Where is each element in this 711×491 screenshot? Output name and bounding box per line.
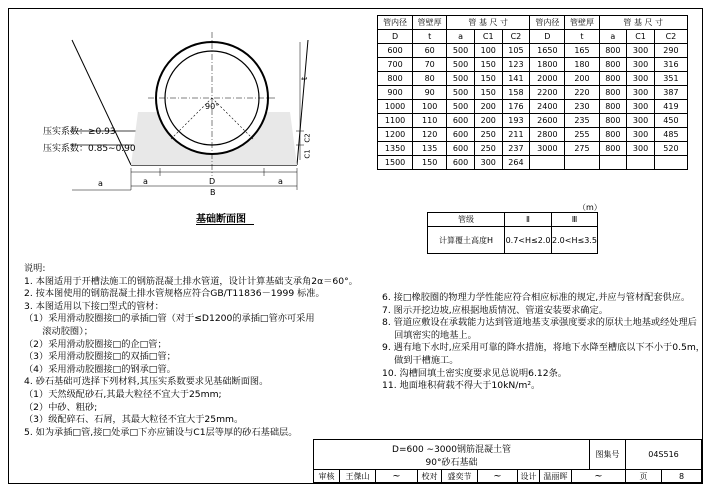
table-cell: 250 <box>474 128 502 142</box>
table-cell: 800 <box>599 114 627 128</box>
table-cell: 60 <box>413 44 447 58</box>
table-cell: 158 <box>502 86 530 100</box>
table-cell: 250 <box>474 142 502 156</box>
table-cell: 290 <box>654 44 687 58</box>
table-cell: 110 <box>413 114 447 128</box>
note-line: 6. 接□橡胶圈的物理力学性能应符合相应标准的规定,并应与管材配套供应。 <box>382 292 691 303</box>
table-cell: 300 <box>627 72 655 86</box>
table-cell: 700 <box>378 58 413 72</box>
table-cell: 180 <box>565 58 599 72</box>
table-cell: 150 <box>413 156 447 170</box>
check-signature: ~ <box>478 470 518 483</box>
table-cell: 800 <box>599 58 627 72</box>
table-cell: 255 <box>565 128 599 142</box>
table-cell: 1800 <box>530 58 565 72</box>
header-D: D <box>378 30 413 44</box>
table-cell: 100 <box>413 100 447 114</box>
atlas-number: 04S516 <box>626 440 702 470</box>
figure-title: 基础断面图 <box>196 214 246 225</box>
dim-label-B: B <box>210 188 216 197</box>
table-cell: 800 <box>599 72 627 86</box>
dim-label-a-slope: a <box>98 179 103 188</box>
compaction-label-lower: 压实系数：0.85∼0.90 <box>43 144 136 154</box>
table-cell: 220 <box>565 86 599 100</box>
note-line: 8. 管道应敷设在承载能力达到管道地基支承强度要求的原状土地基或经处理后 <box>382 317 697 329</box>
header-wall-2: 管壁厚 <box>565 16 599 30</box>
header-base-2: 管 基 尺 寸 <box>599 16 688 30</box>
table-row <box>378 142 688 156</box>
table-cell: 900 <box>378 86 413 100</box>
table-cell: 80 <box>413 72 447 86</box>
header-a-2: a <box>599 30 627 44</box>
table-cell: 1650 <box>530 44 565 58</box>
table-cell: 2600 <box>530 114 565 128</box>
note-line: （3）级配碎石、石屑，其最大粒径不宜大于25mm。 <box>24 414 244 426</box>
design-name: 温丽晖 <box>540 470 572 483</box>
table-row <box>378 58 688 72</box>
atlas-label: 图集号 <box>590 440 626 470</box>
cover-row-label: 计算覆土高度H <box>428 227 505 254</box>
table-cell: 300 <box>627 114 655 128</box>
cover-table-unit: （m） <box>578 203 602 212</box>
table-cell: 120 <box>413 128 447 142</box>
drawing-title-line-2: 90°砂石基础 <box>425 457 478 468</box>
table-cell: 275 <box>565 142 599 156</box>
note-line: 2. 按本图使用的钢筋混凝土排水管规格应符合GB/T11836－1999 标准。 <box>24 288 325 300</box>
table-cell: 600 <box>447 128 475 142</box>
note-line: 3. 本图适用以下接□型式的管材： <box>24 300 164 312</box>
drawing-title-line-1: D=600 ∼3000钢筋混凝土管 <box>392 444 511 455</box>
table-cell: 800 <box>599 86 627 100</box>
page-label: 页 <box>626 470 662 483</box>
table-row <box>378 86 688 100</box>
table-cell: 800 <box>599 142 627 156</box>
header-t-2: t <box>565 30 599 44</box>
table-cell: 2200 <box>530 86 565 100</box>
table-cell: 300 <box>627 44 655 58</box>
table-cell: 193 <box>502 114 530 128</box>
table-cell: 150 <box>474 72 502 86</box>
check-label: 校对 <box>418 470 442 483</box>
angle-label: 90° <box>205 102 220 111</box>
table-cell: 600 <box>378 44 413 58</box>
table-cell: 600 <box>447 142 475 156</box>
table-cell: 500 <box>447 72 475 86</box>
table-cell: 800 <box>599 128 627 142</box>
note-line: 回填密实的地基上。 <box>382 329 477 341</box>
dim-label-D: D <box>209 177 216 186</box>
table-cell: 165 <box>565 44 599 58</box>
table-row <box>378 100 688 114</box>
title-block <box>313 439 702 483</box>
table-cell: 316 <box>654 58 687 72</box>
table-cell: 230 <box>565 100 599 114</box>
note-line: 7. 图示开挖边坡,应根据地质情况、管道安装要求确定。 <box>382 304 608 316</box>
dim-label-a-right: a <box>278 177 283 186</box>
note-line: （1）采用滑动胶圈接□的承插□管（对于≤D1200的承插□管亦可采用 <box>24 313 315 325</box>
cover-row-II: 0.7<H≤2.0 <box>505 227 552 254</box>
table-cell <box>599 156 627 170</box>
table-cell: 100 <box>474 44 502 58</box>
table-cell: 1200 <box>378 128 413 142</box>
table-cell: 141 <box>502 72 530 86</box>
notes-left <box>24 263 358 439</box>
table-row <box>378 114 688 128</box>
header-wall: 管壁厚 <box>413 16 447 30</box>
table-cell: 200 <box>474 100 502 114</box>
pipe-dimension-table <box>377 15 688 170</box>
table-cell: 300 <box>627 128 655 142</box>
table-cell: 200 <box>565 72 599 86</box>
header-c1: C1 <box>474 30 502 44</box>
table-cell: 500 <box>447 100 475 114</box>
note-line: 11. 地面堆积荷载不得大于10kN/m²。 <box>382 380 541 392</box>
table-cell: 2400 <box>530 100 565 114</box>
table-cell: 1000 <box>378 100 413 114</box>
note-line: （4）采用滑动胶圈接□的钢承□管。 <box>24 363 176 375</box>
review-name: 王傑山 <box>340 470 376 483</box>
note-line: 做到干槽施工。 <box>382 354 459 366</box>
note-line: 10. 沟槽回填土密实度要求见总说明6.12条。 <box>382 367 567 379</box>
header-dn: 管内径 <box>378 16 413 30</box>
note-line: 滚动胶圈）； <box>24 325 93 337</box>
table-cell: 1100 <box>378 114 413 128</box>
table-cell: 520 <box>654 142 687 156</box>
table-cell: 135 <box>413 142 447 156</box>
table-cell: 800 <box>378 72 413 86</box>
table-cell <box>565 156 599 170</box>
table-cell: 800 <box>599 44 627 58</box>
dim-label-t: t <box>300 76 310 81</box>
header-D-2: D <box>530 30 565 44</box>
table-cell <box>627 156 655 170</box>
table-cell: 105 <box>502 44 530 58</box>
design-signature: ~ <box>572 470 626 483</box>
table-cell: 450 <box>654 114 687 128</box>
table-cell: 70 <box>413 58 447 72</box>
table-cell: 500 <box>447 86 475 100</box>
table-cell: 176 <box>502 100 530 114</box>
table-cell: 419 <box>654 100 687 114</box>
table-cell: 200 <box>474 114 502 128</box>
table-cell: 1350 <box>378 142 413 156</box>
table-cell: 2000 <box>530 72 565 86</box>
header-dn-2: 管内径 <box>530 16 565 30</box>
table-cell: 800 <box>599 100 627 114</box>
review-label: 审核 <box>314 470 340 483</box>
note-line: 4. 砂石基础可选择下列材料,其压实系数要求见基础断面图。 <box>24 376 269 388</box>
table-row <box>378 44 688 58</box>
table-cell: 485 <box>654 128 687 142</box>
table-cell: 90 <box>413 86 447 100</box>
table-cell: 300 <box>627 100 655 114</box>
design-label: 设计 <box>518 470 540 483</box>
table-cell: 3000 <box>530 142 565 156</box>
table-cell: 237 <box>502 142 530 156</box>
table-cell: 300 <box>627 58 655 72</box>
table-cell: 500 <box>447 58 475 72</box>
compaction-label-upper: 压实系数：≥0.93 <box>43 127 116 137</box>
review-signature: ~ <box>376 470 418 483</box>
note-line: 说明: <box>24 263 46 274</box>
cover-header-II: Ⅱ <box>505 213 552 227</box>
note-line: 9. 遇有地下水时,应采用可靠的降水措施，将地下水降至槽底以下不小于0.5m， <box>382 342 705 354</box>
table-cell <box>654 156 687 170</box>
table-cell: 351 <box>654 72 687 86</box>
note-line: （2）采用滑动胶圈接□的企□管； <box>24 338 167 350</box>
table-cell: 123 <box>502 58 530 72</box>
header-a: a <box>447 30 475 44</box>
header-t: t <box>413 30 447 44</box>
table-row <box>378 72 688 86</box>
dim-label-a-left: a <box>143 177 148 186</box>
table-row <box>378 156 688 170</box>
cover-header-grade: 管级 <box>428 213 505 227</box>
table-cell: 150 <box>474 86 502 100</box>
table-cell: 264 <box>502 156 530 170</box>
note-line: 1. 本图适用于开槽法施工的钢筋混凝土排水管道，设计计算基础支承角2α＝60°。 <box>24 275 358 287</box>
table-cell: 300 <box>474 156 502 170</box>
header-base: 管 基 尺 寸 <box>447 16 530 30</box>
header-c1-2: C1 <box>627 30 655 44</box>
table-cell: 500 <box>447 44 475 58</box>
header-c2: C2 <box>502 30 530 44</box>
page-number: 8 <box>662 470 702 483</box>
table-cell: 2800 <box>530 128 565 142</box>
table-cell: 300 <box>627 86 655 100</box>
figure-title-underline <box>196 224 254 225</box>
table-cell: 211 <box>502 128 530 142</box>
table-cell: 600 <box>447 114 475 128</box>
table-cell: 1500 <box>378 156 413 170</box>
dim-label-C2: C2 <box>303 133 312 143</box>
note-line: （2）中砂、粗砂; <box>24 401 98 413</box>
cover-header-III: Ⅲ <box>551 213 597 227</box>
cover-row-III: 2.0<H≤3.5 <box>551 227 597 254</box>
note-line: （1）天然级配砂石,其最大粒径不宜大于25mm; <box>24 388 222 400</box>
notes-right <box>382 292 705 393</box>
note-line: 5. 如为承插□管,接□处承□下亦应铺设与C1层等厚的砂石基础层。 <box>24 426 298 438</box>
check-name: 盛奕节 <box>442 470 478 483</box>
table-cell: 150 <box>474 58 502 72</box>
table-cell: 235 <box>565 114 599 128</box>
table-cell: 387 <box>654 86 687 100</box>
dim-label-C1: C1 <box>303 149 312 159</box>
table-cell: 600 <box>447 156 475 170</box>
table-cell <box>530 156 565 170</box>
cover-depth-table <box>427 212 598 254</box>
note-line: （3）采用滑动胶圈接□的双插□管； <box>24 351 176 363</box>
table-row <box>378 128 688 142</box>
header-c2-2: C2 <box>654 30 687 44</box>
drawing-title <box>314 440 590 470</box>
table-cell: 300 <box>627 142 655 156</box>
